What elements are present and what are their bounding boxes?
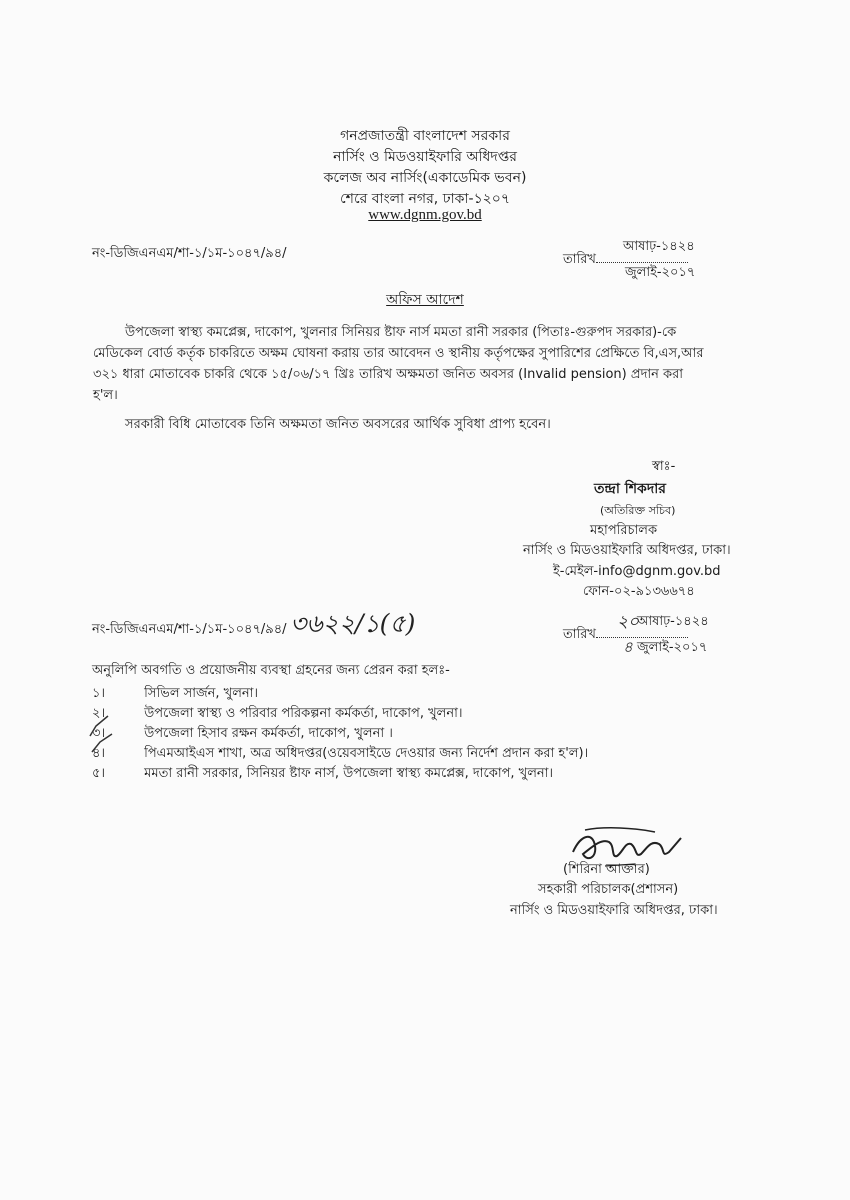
signatory2-name: (শিরিনা আক্তার) [563, 862, 650, 877]
signatory-office: নার্সিং ও মিডওয়াইফারি অধিদপ্তর, ঢাকা। [523, 543, 731, 558]
memo-number-2: নং-ডিজিএনএম/শা-১/১ম-১০৪৭/৯৪/ [92, 622, 287, 637]
website-link[interactable]: www.dgnm.gov.bd [368, 207, 482, 223]
copy-item [92, 704, 463, 725]
date-label-2: তারিখ [563, 627, 596, 642]
benefit-paragraph: সরকারী বিধি মোতাবেক তিনি অক্ষমতা জনিত অবসরের আর্থিক সুবিধা প্রাপ্য হবেন। [125, 417, 551, 432]
copy-number: ৫। [92, 766, 106, 781]
signatory2-office: নার্সিং ও মিডওয়াইফারি অধিদপ্তর, ঢাকা। [510, 903, 718, 918]
handwritten-day-bangla: ২০ [617, 612, 640, 632]
paragraph-line: মেডিকেল বোর্ড কর্তৃক চাকরিতে অক্ষম ঘোষনা করায় তার আবেদন ও স্থানীয় কর্তৃপক্ষের সুপারিশের প্রেক্ষিতে বি,এস,আর [93, 346, 704, 361]
copy-item [92, 724, 393, 745]
copy-number: ৪। [92, 746, 106, 761]
signed-mark: স্বাঃ- [652, 459, 676, 474]
date-bangla-2: আষাঢ়-১৪২৪ [637, 614, 709, 629]
memo-number: নং-ডিজিএনএম/শা-১/১ম-১০৪৭/৯৪/ [92, 246, 287, 261]
copy-recipient: সিভিল সার্জন, খুলনা। [144, 686, 259, 701]
copy-number: ৩। [92, 726, 106, 741]
signatory-name: তন্দ্রা শিকদার [594, 481, 666, 497]
government-title: গনপ্রজাতন্ত্রী বাংলাদেশ সরকার [340, 128, 510, 144]
signatory2-designation: সহকারী পরিচালক(প্রশাসন) [538, 882, 679, 897]
copy-number: ২। [92, 706, 106, 721]
copy-recipient: পিএমআইএস শাখা, অত্র অধিদপ্তর(ওয়েবসাইডে দেওয়ার জন্য নির্দেশ প্রদান করা হ'ল)। [144, 746, 589, 761]
copy-intro: অনুলিপি অবগতি ও প্রয়োজনীয় ব্যবস্থা গ্রহনের জন্য প্রেরন করা হলঃ- [92, 663, 450, 678]
signatory-phone: ফোন-০২-৯১৩৬৬৭৪ [583, 584, 695, 599]
handwritten-memo-serial: ৩৬২২/১(৫) [290, 609, 416, 638]
college-name: কলেজ অব নার্সিং(একাডেমিক ভবন) [323, 170, 527, 186]
signatory-rank: (অতিরিক্ত সচিব) [600, 504, 676, 517]
handwritten-day-english: ৪ [623, 638, 633, 656]
date-english: জুলাই-২০১৭ [625, 265, 696, 280]
paragraph-line: উপজেলা স্বাস্থ্য কমপ্লেক্স, দাকোপ, খুলনার সিনিয়র ষ্টাফ নার্স মমতা রানী সরকার (পিতাঃ-গুরুপদ সরকার)-কে [125, 325, 677, 340]
copy-item [92, 684, 258, 705]
date-bangla: আষাঢ়-১৪২৪ [623, 239, 695, 254]
order-title: অফিস আদেশ [386, 292, 464, 308]
address: শেরে বাংলা নগর, ঢাকা-১২০৭ [340, 191, 510, 207]
copy-item [92, 744, 588, 765]
copy-number: ১। [92, 686, 106, 701]
date-label: তারিখ [563, 252, 596, 267]
copy-recipient: উপজেলা হিসাব রক্ষন কর্মকর্তা, দাকোপ, খুলনা । [144, 726, 393, 741]
copy-item [92, 764, 553, 785]
paragraph-line: হ'ল। [93, 388, 118, 403]
signatory-email: ই-মেইল-info@dgnm.gov.bd [553, 564, 721, 579]
directorate-name: নার্সিং ও মিডওয়াইফারি অধিদপ্তর [333, 149, 517, 165]
paragraph-line: ৩২১ ধারা মোতাবেক চাকরি থেকে ১৫/০৬/১৭ খ্রিঃ তারিখ অক্ষমতা জনিত অবসর (Invalid pension) প্রদান করা [93, 367, 684, 382]
copy-recipient: মমতা রানী সরকার, সিনিয়র ষ্টাফ নার্স, উপজেলা স্বাস্থ্য কমপ্লেক্স, দাকোপ, খুলনা। [144, 766, 554, 781]
signatory-designation: মহাপরিচালক [590, 523, 658, 538]
tick-mark-icon [86, 712, 116, 762]
copy-recipient: উপজেলা স্বাস্থ্য ও পরিবার পরিকল্পনা কর্মকর্তা, দাকোপ, খুলনা। [144, 706, 463, 721]
date-english-2: জুলাই-২০১৭ [637, 640, 708, 655]
